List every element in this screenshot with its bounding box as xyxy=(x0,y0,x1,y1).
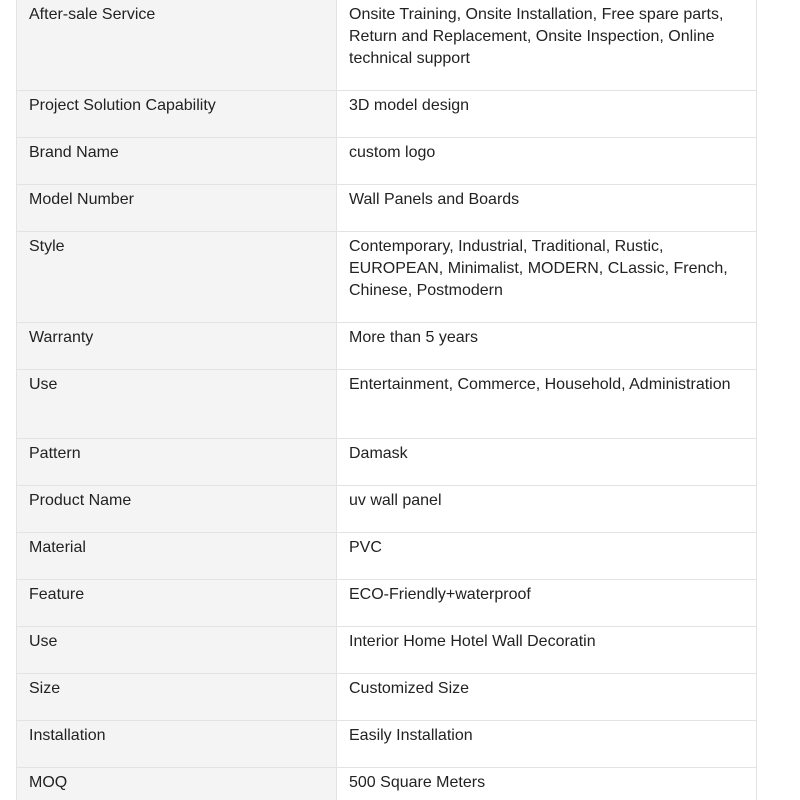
table-row xyxy=(17,580,757,627)
spec-value: Contemporary, Industrial, Traditional, Rustic, EUROPEAN, Minimalist, MODERN, CLassic, French, Chinese, Postmodern xyxy=(337,232,757,323)
spec-label: Material xyxy=(17,533,337,580)
spec-value: 3D model design xyxy=(337,91,757,138)
spec-value: ECO-Friendly+waterproof xyxy=(337,580,757,627)
table-row xyxy=(17,138,757,185)
spec-label: Pattern xyxy=(17,439,337,486)
spec-value: Interior Home Hotel Wall Decoratin xyxy=(337,627,757,674)
table-row xyxy=(17,0,757,91)
spec-value: Damask xyxy=(337,439,757,486)
spec-value: 500 Square Meters xyxy=(337,768,757,800)
spec-label: Use xyxy=(17,370,337,439)
spec-value: Wall Panels and Boards xyxy=(337,185,757,232)
spec-value: uv wall panel xyxy=(337,486,757,533)
table-row xyxy=(17,486,757,533)
spec-value: More than 5 years xyxy=(337,323,757,370)
spec-value: custom logo xyxy=(337,138,757,185)
spec-label: Style xyxy=(17,232,337,323)
table-row xyxy=(17,439,757,486)
spec-label: Feature xyxy=(17,580,337,627)
table-row xyxy=(17,674,757,721)
spec-label: Brand Name xyxy=(17,138,337,185)
spec-value: PVC xyxy=(337,533,757,580)
spec-value: Entertainment, Commerce, Household, Administration xyxy=(337,370,757,439)
spec-value: Easily Installation xyxy=(337,721,757,768)
table-row xyxy=(17,533,757,580)
table-row xyxy=(17,185,757,232)
spec-label: Installation xyxy=(17,721,337,768)
spec-label: Warranty xyxy=(17,323,337,370)
table-row xyxy=(17,232,757,323)
spec-value: Onsite Training, Onsite Installation, Free spare parts, Return and Replacement, Onsite Inspection, Online technical support xyxy=(337,0,757,91)
spec-label: MOQ xyxy=(17,768,337,800)
spec-label: Product Name xyxy=(17,486,337,533)
table-row xyxy=(17,768,757,800)
product-spec-table xyxy=(16,0,757,800)
table-row xyxy=(17,721,757,768)
spec-label: Model Number xyxy=(17,185,337,232)
spec-label: Project Solution Capability xyxy=(17,91,337,138)
spec-label: Size xyxy=(17,674,337,721)
table-row xyxy=(17,627,757,674)
table-row xyxy=(17,91,757,138)
spec-value: Customized Size xyxy=(337,674,757,721)
table-row xyxy=(17,323,757,370)
spec-label: After-sale Service xyxy=(17,0,337,91)
table-row xyxy=(17,370,757,439)
spec-label: Use xyxy=(17,627,337,674)
